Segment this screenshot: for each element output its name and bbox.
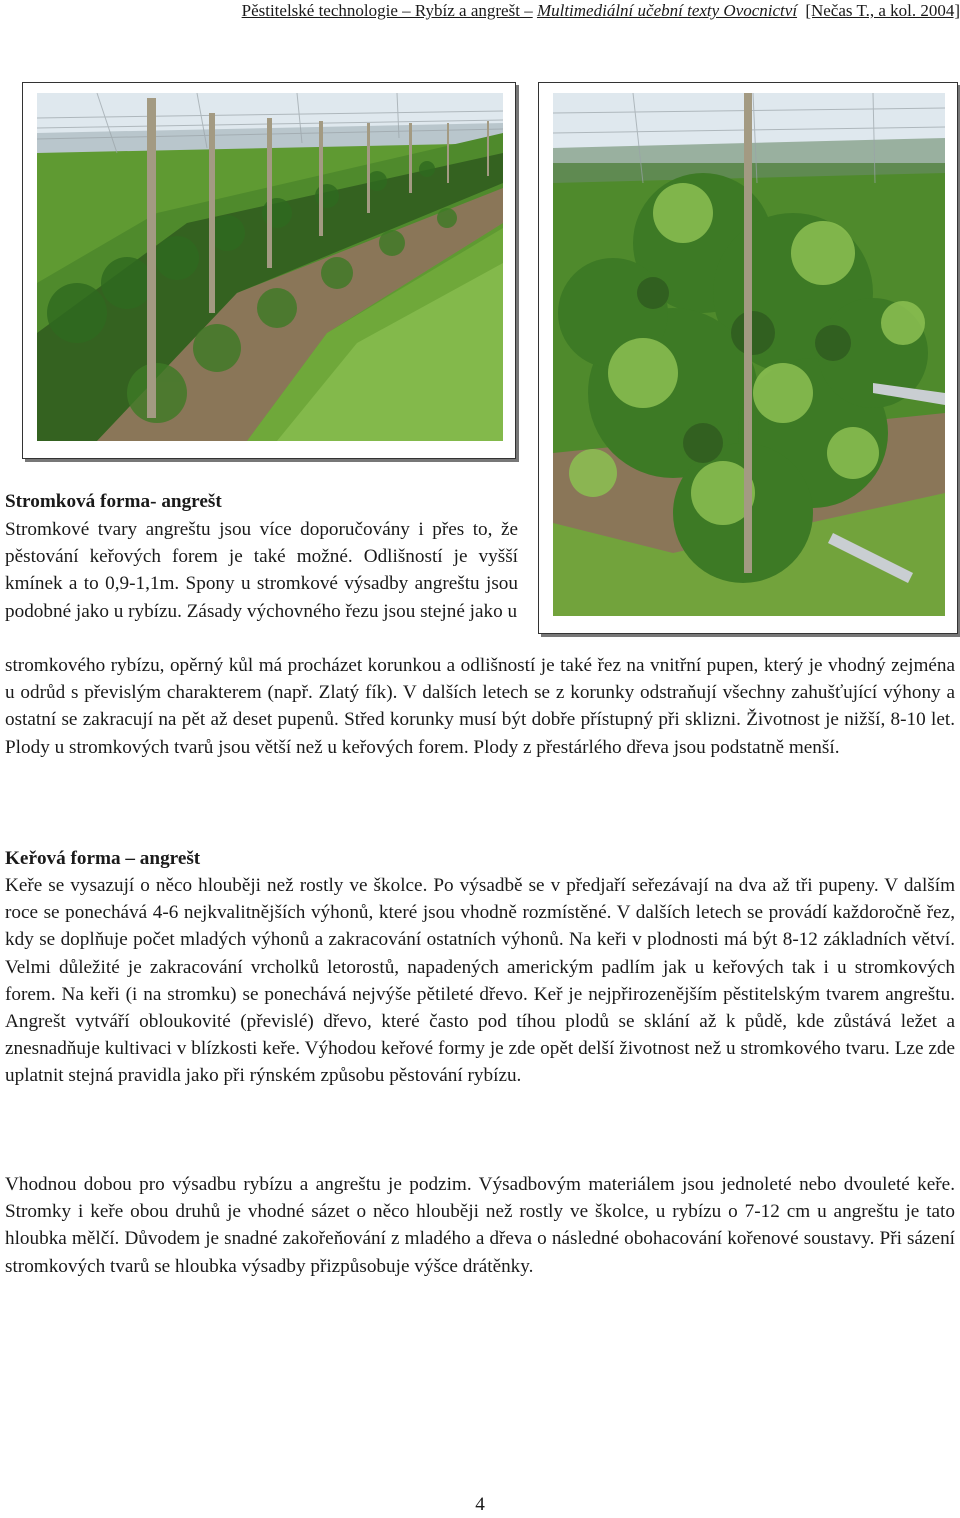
header-subtitle: Multimediální učební texty Ovocnictví [536, 1, 798, 20]
photo-currant-bush [538, 82, 958, 634]
page-number: 4 [475, 1494, 485, 1515]
section-paragraph-stromkova-rest: stromkového rybízu, opěrný kůl má procházet korunkou a odlišností je také řez na vnitřní pupen, který je vhodný zejména u odrůd s převislým charakterem (např. Zlatý fík). V dalších letech se z korunky odstraňují všechny zahušťující výhony a ostatní se zakracují na pět až deset pupenů. Střed korunky musí být dobře přístupný při sklizni. Životnost je nižší, 8-10 let. Plody u stromkových tvarů jsou větší než u keřových forem. Plody z přestárlého dřeva jsou podstatně menší. [5, 655, 955, 758]
photo-plantation-rows-image [37, 93, 503, 441]
section-heading-kerova-forma: Keřová forma – angrešt [5, 848, 201, 869]
photo-plantation-rows [22, 82, 516, 459]
header-authors: [Nečas T., a kol. 2004] [805, 1, 960, 20]
photo-currant-bush-image [553, 93, 945, 616]
section-paragraph-vysadba: Vhodnou dobou pro výsadbu rybízu a angreštu je podzim. Výsadbovým materiálem jsou jednoleté nebo dvouleté keře. Stromky i keře obou druhů je vhodné sázet o něco hlouběji než rostly ve školce, u rybízu o 7-12 cm u angreštu je tato hloubka mělčí. Důvodem je snadné zakořeňování z mladého a dřeva o následné obohacování kořenové soustavy. Při sázení stromkových tvarů se hloubka výsadby přizpůsobuje výšce drátěnky. [5, 1174, 955, 1277]
section-heading-stromkova-forma: Stromková forma- angrešt [5, 491, 222, 512]
page-header [0, 0, 960, 22]
header-title: Pěstitelské technologie – Rybíz a angrešt – [241, 1, 533, 20]
section-paragraph-kerova: Keře se vysazují o něco hlouběji než rostly ve školce. Po výsadbě se v předjaří seřezávají na dva až tři pupeny. V dalším roce se ponechává 4-6 nejkvalitnějších výhonů, které jsou vhodně rozmístěné. V dalších letech se provádí každoročně řez, kdy se doplňuje počet mladých výhonů a zakracování ostatních výhonů. Na keři v plodnosti má být 8-12 základních větví. Velmi důležité je zakracování vrcholků letorostů, napadených americkým padlím jak u keřových tak i u stromkových forem. Na keři (i na stromku) se ponechává nejvýše pětileté dřevo. Keř je nejpřirozenějším pěstitelským tvarem angreštu. Angrešt vytváří obloukovité (převislé) dřevo, které často pod tíhou plodů se sklání až k půdě, kde zůstává ležet a znesnadňuje kultivaci v blízkosti keře. Výhodou keřové formy je zde opět delší životnost než u stromkového tvaru. Lze zde uplatnit stejná pravidla jako při rýnském způsobu pěstování rybízu. [5, 875, 955, 1087]
section-paragraph-stromkova-intro: Stromkové tvary angreštu jsou více doporučovány i přes to, že pěstování keřových forem je také možné. Odlišností je vyšší kmínek a to 0,9-1,1m. Spony u stromkové výsadby angreštu jsou podobné jako u rybízu. Zásady výchovného řezu jsou stejné jako u [5, 519, 518, 622]
